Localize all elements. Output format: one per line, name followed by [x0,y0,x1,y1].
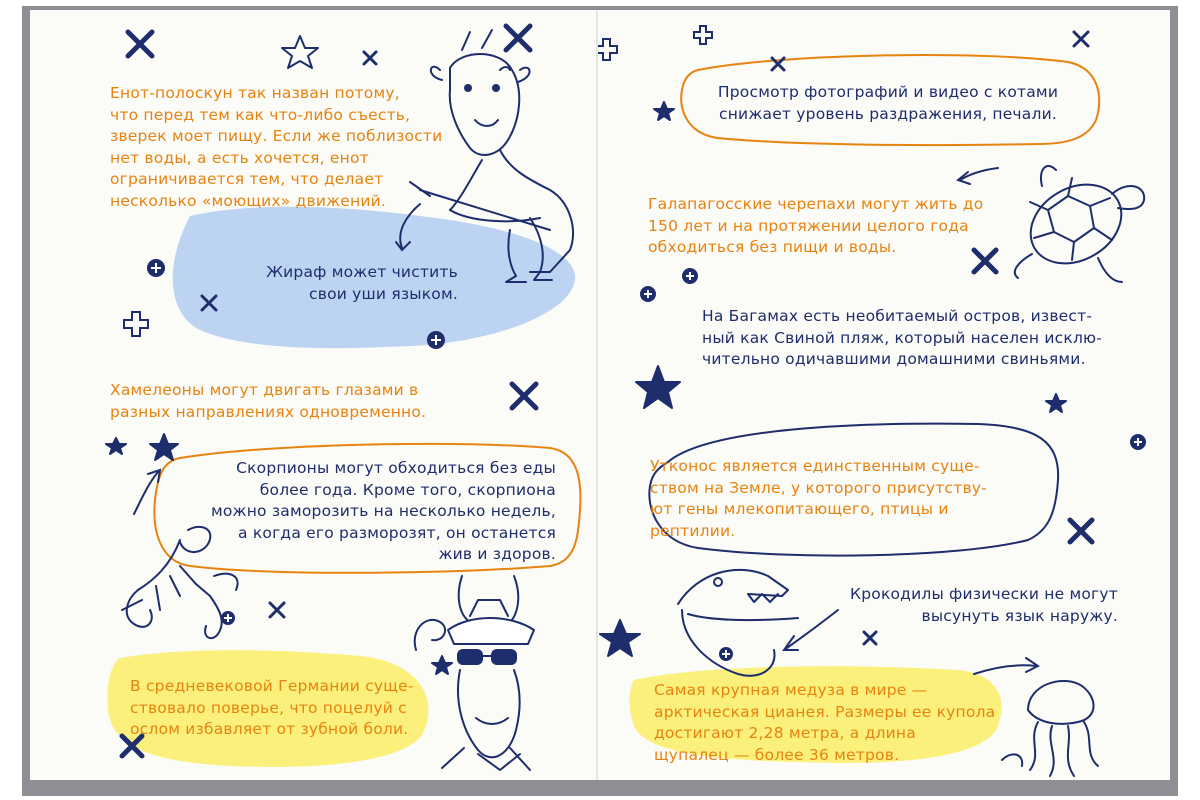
star-icons [600,102,1066,656]
crocodile-fact: Крокодилы физически не могут высунуть язык наружу. [850,585,1118,625]
jellyfish-fact: Самая крупная медуза в мире — арктическая цианея. Размеры ее купола достигают 2,28 метра, а длина щупалец — более 36 метров. [654,681,996,764]
donkey-fact: В средневековой Германии суще- ствовало поверье, что поцелуй с ослом избавляет от зубной боли. [130,677,414,738]
raccoon-fact: Енот-полоскун так назван потому, что перед тем как что-либо съесть, зверек моет пищу. Если же поблизости нет воды, а есть хочется, енот ограничивается тем, что делает несколько «моющих» движений. [110,84,443,210]
right-page [598,10,1170,780]
jellyfish-illustration [1002,681,1098,776]
donkey-illustration [415,576,534,770]
cats-fact: Просмотр фотографий и видео с котами снижает уровень раздражения, печали. [717,83,1059,123]
turtle-illustration [1015,166,1144,282]
bahamas-fact: На Багамах есть необитаемый остров, извест- ный как Свиной пляж, который населен исклю- чительно одичавшими домашними свиньями. [702,307,1103,368]
crocodile-illustration [678,570,798,676]
giraffe-fact: Жираф может чистить свои уши языком. [266,263,458,303]
chameleon-fact: Хамелеоны могут двигать глазами в разных направлениях одновременно. [110,381,427,421]
plus-outline-icons [124,312,148,336]
right-page-decor [598,10,1170,780]
turtle-fact: Галапагосские черепахи могут жить до 150 лет и на протяжении целого года обходиться без пищи и воды. [648,195,984,256]
platypus-fact: Утконос является единственным суще- ством на Земле, у которого присутству- ют гены млекопитающего, птицы и рептилии. [650,457,987,540]
left-page [30,10,602,780]
scorpion-fact: Скорпионы могут обходиться без еды более года. Кроме того, скорпиона можно заморозить на несколько недель, а когда его разморозят, он останется жив и здоров. [210,459,556,563]
plus-outline-icons [598,26,712,60]
